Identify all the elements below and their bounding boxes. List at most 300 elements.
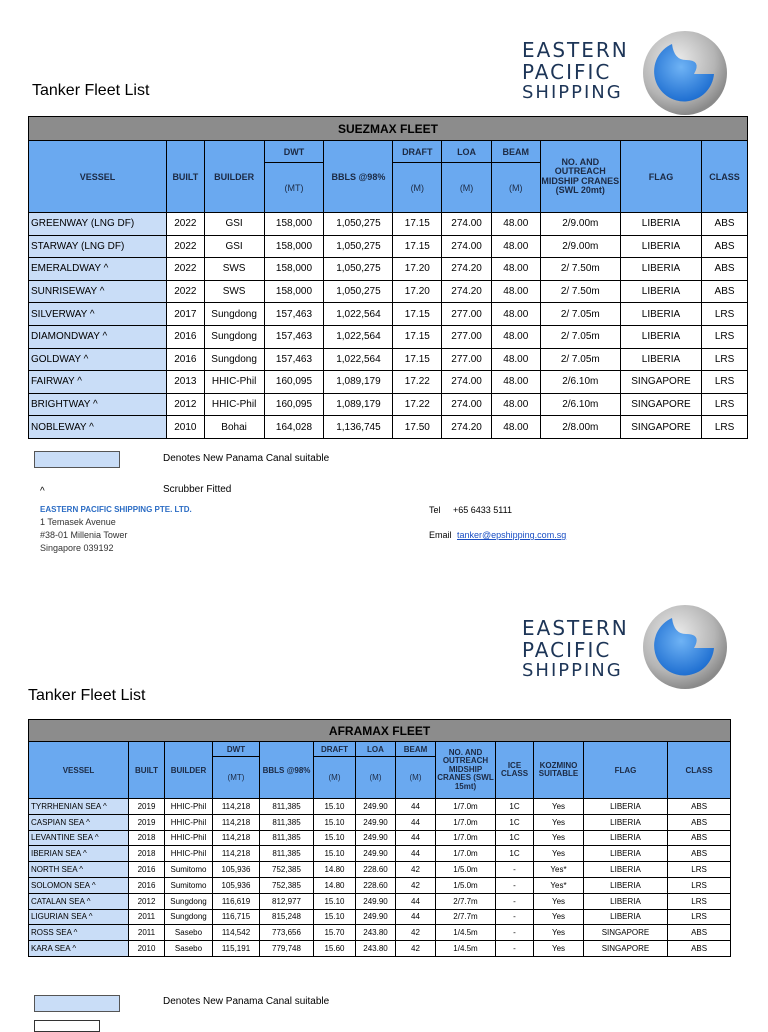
table-row bbox=[29, 799, 731, 815]
cell-class: ABS bbox=[702, 258, 748, 281]
cell-vessel: TYRRHENIAN SEA ^ bbox=[29, 799, 129, 815]
col-beam: BEAM bbox=[396, 742, 436, 757]
cell-built: 2012 bbox=[129, 893, 165, 909]
cell-beam: 48.00 bbox=[491, 371, 540, 394]
logo-line-2: PACIFIC bbox=[522, 60, 612, 84]
col-dwt: DWT bbox=[213, 742, 260, 757]
cell-loa: 274.00 bbox=[442, 235, 492, 258]
cell-loa: 274.20 bbox=[442, 280, 492, 303]
cell-cranes: 2/7.7m bbox=[436, 909, 496, 925]
cell-dwt: 114,218 bbox=[213, 846, 260, 862]
table-row bbox=[29, 280, 748, 303]
cell-bbls: 1,050,275 bbox=[324, 280, 393, 303]
cell-builder: HHIC-Phil bbox=[204, 393, 264, 416]
cell-bbls: 811,385 bbox=[260, 830, 314, 846]
col-builder: BUILDER bbox=[204, 141, 264, 213]
cell-vessel: LEVANTINE SEA ^ bbox=[29, 830, 129, 846]
logo-line-3: SHIPPING bbox=[522, 660, 623, 681]
cell-built: 2022 bbox=[167, 213, 205, 236]
cell-built: 2018 bbox=[129, 830, 165, 846]
cell-class: LRS bbox=[702, 393, 748, 416]
cell-draft: 15.60 bbox=[314, 941, 356, 957]
cell-vessel: SILVERWAY ^ bbox=[29, 303, 167, 326]
cell-kozmino: Yes* bbox=[534, 862, 584, 878]
cell-beam: 48.00 bbox=[491, 258, 540, 281]
cell-built: 2010 bbox=[167, 416, 205, 439]
cell-draft: 17.22 bbox=[393, 393, 442, 416]
aframax-band: AFRAMAX FLEET bbox=[29, 720, 731, 742]
cell-kozmino: Yes bbox=[534, 909, 584, 925]
cell-vessel: CASPIAN SEA ^ bbox=[29, 814, 129, 830]
cell-flag: LIBERIA bbox=[620, 235, 701, 258]
col-loa: LOA bbox=[442, 141, 492, 163]
table-row bbox=[29, 941, 731, 957]
cell-cranes: 1/7.0m bbox=[436, 830, 496, 846]
cell-vessel: ROSS SEA ^ bbox=[29, 925, 129, 941]
cell-ice: - bbox=[496, 862, 534, 878]
cell-cranes: 2/ 7.05m bbox=[540, 303, 620, 326]
cell-flag: LIBERIA bbox=[584, 846, 668, 862]
cell-beam: 48.00 bbox=[491, 393, 540, 416]
cell-loa: 249.90 bbox=[356, 799, 396, 815]
cell-vessel: LIGURIAN SEA ^ bbox=[29, 909, 129, 925]
cell-dwt: 114,218 bbox=[213, 799, 260, 815]
table-row bbox=[29, 348, 748, 371]
cell-built: 2022 bbox=[167, 235, 205, 258]
cell-dwt: 116,619 bbox=[213, 893, 260, 909]
table-row bbox=[29, 877, 731, 893]
cell-draft: 17.15 bbox=[393, 213, 442, 236]
cell-loa: 243.80 bbox=[356, 925, 396, 941]
cell-class: LRS bbox=[702, 303, 748, 326]
cell-kozmino: Yes bbox=[534, 846, 584, 862]
col-dwt: DWT bbox=[264, 141, 324, 163]
cell-flag: SINGAPORE bbox=[620, 371, 701, 394]
cell-flag: SINGAPORE bbox=[620, 393, 701, 416]
cell-vessel: IBERIAN SEA ^ bbox=[29, 846, 129, 862]
cell-cranes: 2/9.00m bbox=[540, 235, 620, 258]
cell-bbls: 773,656 bbox=[260, 925, 314, 941]
cell-dwt: 160,095 bbox=[264, 393, 324, 416]
table-row bbox=[29, 814, 731, 830]
cell-cranes: 1/4.5m bbox=[436, 941, 496, 957]
cell-loa: 274.00 bbox=[442, 393, 492, 416]
cell-vessel: GREENWAY (LNG DF) bbox=[29, 213, 167, 236]
cell-kozmino: Yes bbox=[534, 941, 584, 957]
col-cranes: NO. AND OUTREACH MIDSHIP CRANES (SWL 20mt) bbox=[540, 141, 620, 213]
cell-ice: - bbox=[496, 909, 534, 925]
col-cranes: NO. AND OUTREACH MIDSHIP CRANES (SWL 15mt) bbox=[436, 742, 496, 799]
cell-dwt: 114,218 bbox=[213, 814, 260, 830]
cell-flag: LIBERIA bbox=[584, 862, 668, 878]
cell-loa: 277.00 bbox=[442, 303, 492, 326]
cell-beam: 48.00 bbox=[491, 235, 540, 258]
cell-flag: LIBERIA bbox=[620, 325, 701, 348]
cell-dwt: 158,000 bbox=[264, 280, 324, 303]
cell-cranes: 2/6.10m bbox=[540, 393, 620, 416]
col-bbls: BBLS @98% bbox=[260, 742, 314, 799]
cell-builder: Sungdong bbox=[165, 893, 213, 909]
cell-beam: 42 bbox=[396, 941, 436, 957]
col-draft: DRAFT bbox=[393, 141, 442, 163]
cell-built: 2010 bbox=[129, 941, 165, 957]
cell-kozmino: Yes bbox=[534, 925, 584, 941]
cell-flag: SINGAPORE bbox=[620, 416, 701, 439]
cell-builder: HHIC-Phil bbox=[204, 371, 264, 394]
cell-draft: 15.10 bbox=[314, 893, 356, 909]
cell-builder: Sungdong bbox=[204, 303, 264, 326]
col-kozmino: KOZMINO SUITABLE bbox=[534, 742, 584, 799]
cell-built: 2016 bbox=[167, 348, 205, 371]
cell-beam: 42 bbox=[396, 862, 436, 878]
cell-bbls: 811,385 bbox=[260, 814, 314, 830]
cell-bbls: 752,385 bbox=[260, 862, 314, 878]
cell-draft: 15.10 bbox=[314, 814, 356, 830]
cell-built: 2016 bbox=[129, 877, 165, 893]
cell-beam: 42 bbox=[396, 877, 436, 893]
cell-built: 2011 bbox=[129, 909, 165, 925]
unit-draft: (M) bbox=[314, 757, 356, 799]
cell-built: 2022 bbox=[167, 280, 205, 303]
contact-email-link[interactable]: tanker@epshipping.com.sg bbox=[457, 530, 567, 540]
cell-loa: 274.20 bbox=[442, 258, 492, 281]
cell-beam: 48.00 bbox=[491, 213, 540, 236]
cell-vessel: GOLDWAY ^ bbox=[29, 348, 167, 371]
unit-dwt: (MT) bbox=[264, 163, 324, 213]
cell-flag: SINGAPORE bbox=[584, 925, 668, 941]
cell-beam: 44 bbox=[396, 846, 436, 862]
cell-bbls: 1,050,275 bbox=[324, 213, 393, 236]
cell-bbls: 752,385 bbox=[260, 877, 314, 893]
unit-beam: (M) bbox=[491, 163, 540, 213]
cell-dwt: 160,095 bbox=[264, 371, 324, 394]
cell-vessel: SOLOMON SEA ^ bbox=[29, 877, 129, 893]
cell-builder: SWS bbox=[204, 258, 264, 281]
cell-loa: 249.90 bbox=[356, 830, 396, 846]
legend-panama-swatch-2 bbox=[34, 995, 120, 1012]
cell-builder: HHIC-Phil bbox=[165, 830, 213, 846]
cell-dwt: 164,028 bbox=[264, 416, 324, 439]
cell-loa: 249.90 bbox=[356, 814, 396, 830]
cell-flag: LIBERIA bbox=[620, 280, 701, 303]
unit-dwt: (MT) bbox=[213, 757, 260, 799]
cell-class: ABS bbox=[668, 846, 731, 862]
cell-loa: 277.00 bbox=[442, 325, 492, 348]
cell-vessel: NOBLEWAY ^ bbox=[29, 416, 167, 439]
cell-class: ABS bbox=[668, 814, 731, 830]
cell-kozmino: Yes bbox=[534, 830, 584, 846]
logo-line-1: EASTERN bbox=[522, 616, 629, 640]
legend-scrubber-swatch-2 bbox=[34, 1020, 100, 1032]
cell-builder: Sungdong bbox=[204, 325, 264, 348]
cell-beam: 48.00 bbox=[491, 348, 540, 371]
cell-flag: LIBERIA bbox=[584, 893, 668, 909]
cell-draft: 17.15 bbox=[393, 235, 442, 258]
cell-bbls: 815,248 bbox=[260, 909, 314, 925]
cell-builder: HHIC-Phil bbox=[165, 846, 213, 862]
cell-flag: LIBERIA bbox=[584, 877, 668, 893]
cell-dwt: 158,000 bbox=[264, 213, 324, 236]
unit-loa: (M) bbox=[356, 757, 396, 799]
cell-vessel: DIAMONDWAY ^ bbox=[29, 325, 167, 348]
cell-dwt: 158,000 bbox=[264, 235, 324, 258]
cell-bbls: 811,385 bbox=[260, 846, 314, 862]
table-row bbox=[29, 862, 731, 878]
cell-class: LRS bbox=[702, 325, 748, 348]
cell-dwt: 116,715 bbox=[213, 909, 260, 925]
cell-cranes: 2/ 7.05m bbox=[540, 325, 620, 348]
table-row bbox=[29, 893, 731, 909]
cell-built: 2016 bbox=[129, 862, 165, 878]
cell-cranes: 1/5.0m bbox=[436, 862, 496, 878]
cell-builder: SWS bbox=[204, 280, 264, 303]
cell-loa: 249.90 bbox=[356, 893, 396, 909]
table-row bbox=[29, 925, 731, 941]
cell-class: LRS bbox=[668, 862, 731, 878]
cell-cranes: 2/ 7.50m bbox=[540, 258, 620, 281]
cell-draft: 17.15 bbox=[393, 348, 442, 371]
page-title-2: Tanker Fleet List bbox=[28, 687, 146, 704]
cell-class: ABS bbox=[668, 830, 731, 846]
cell-cranes: 2/9.00m bbox=[540, 213, 620, 236]
legend-panama-text-2: Denotes New Panama Canal suitable bbox=[163, 996, 330, 1007]
cell-class: ABS bbox=[668, 925, 731, 941]
col-draft: DRAFT bbox=[314, 742, 356, 757]
cell-vessel: SUNRISEWAY ^ bbox=[29, 280, 167, 303]
table-row bbox=[29, 258, 748, 281]
cell-dwt: 105,936 bbox=[213, 862, 260, 878]
cell-built: 2017 bbox=[167, 303, 205, 326]
cell-cranes: 2/8.00m bbox=[540, 416, 620, 439]
table-row bbox=[29, 909, 731, 925]
table-row bbox=[29, 416, 748, 439]
cell-kozmino: Yes bbox=[534, 893, 584, 909]
cell-bbls: 1,050,275 bbox=[324, 258, 393, 281]
cell-class: LRS bbox=[702, 416, 748, 439]
table-row bbox=[29, 325, 748, 348]
col-builder: BUILDER bbox=[165, 742, 213, 799]
cell-loa: 228.60 bbox=[356, 877, 396, 893]
cell-flag: LIBERIA bbox=[584, 799, 668, 815]
cell-draft: 17.15 bbox=[393, 303, 442, 326]
cell-dwt: 157,463 bbox=[264, 348, 324, 371]
col-vessel: VESSEL bbox=[29, 141, 167, 213]
cell-cranes: 2/ 7.05m bbox=[540, 348, 620, 371]
cell-flag: LIBERIA bbox=[584, 830, 668, 846]
col-vessel: VESSEL bbox=[29, 742, 129, 799]
cell-bbls: 1,022,564 bbox=[324, 348, 393, 371]
cell-flag: SINGAPORE bbox=[584, 941, 668, 957]
cell-dwt: 157,463 bbox=[264, 303, 324, 326]
page-title-1: Tanker Fleet List bbox=[32, 82, 150, 99]
cell-dwt: 114,542 bbox=[213, 925, 260, 941]
cell-draft: 17.20 bbox=[393, 280, 442, 303]
cell-class: LRS bbox=[668, 877, 731, 893]
col-bbls: BBLS @98% bbox=[324, 141, 393, 213]
cell-cranes: 2/ 7.50m bbox=[540, 280, 620, 303]
cell-bbls: 1,089,179 bbox=[324, 371, 393, 394]
cell-ice: 1C bbox=[496, 799, 534, 815]
cell-built: 2022 bbox=[167, 258, 205, 281]
col-flag: FLAG bbox=[584, 742, 668, 799]
cell-ice: - bbox=[496, 893, 534, 909]
cell-draft: 17.20 bbox=[393, 258, 442, 281]
cell-class: LRS bbox=[702, 371, 748, 394]
col-built: BUILT bbox=[167, 141, 205, 213]
cell-cranes: 2/7.7m bbox=[436, 893, 496, 909]
cell-flag: LIBERIA bbox=[584, 814, 668, 830]
col-flag: FLAG bbox=[620, 141, 701, 213]
aframax-table bbox=[28, 719, 731, 957]
contact-address-2: #38-01 Millenia Tower bbox=[40, 530, 128, 540]
cell-built: 2011 bbox=[129, 925, 165, 941]
col-loa: LOA bbox=[356, 742, 396, 757]
suezmax-table bbox=[28, 116, 748, 439]
cell-built: 2016 bbox=[167, 325, 205, 348]
cell-vessel: NORTH SEA ^ bbox=[29, 862, 129, 878]
cell-ice: - bbox=[496, 941, 534, 957]
cell-kozmino: Yes* bbox=[534, 877, 584, 893]
cell-vessel: CATALAN SEA ^ bbox=[29, 893, 129, 909]
logo-line-1: EASTERN bbox=[522, 38, 629, 62]
cell-cranes: 2/6.10m bbox=[540, 371, 620, 394]
cell-built: 2019 bbox=[129, 814, 165, 830]
cell-vessel: BRIGHTWAY ^ bbox=[29, 393, 167, 416]
col-built: BUILT bbox=[129, 742, 165, 799]
cell-builder: Sasebo bbox=[165, 925, 213, 941]
cell-builder: Sungdong bbox=[204, 348, 264, 371]
table-row bbox=[29, 235, 748, 258]
cell-dwt: 114,218 bbox=[213, 830, 260, 846]
col-ice-class: ICE CLASS bbox=[496, 742, 534, 799]
cell-beam: 44 bbox=[396, 893, 436, 909]
cell-class: ABS bbox=[702, 235, 748, 258]
legend-scrubber-text: Scrubber Fitted bbox=[163, 484, 232, 495]
cell-beam: 42 bbox=[396, 925, 436, 941]
logo-emblem-icon bbox=[642, 604, 728, 690]
col-class: CLASS bbox=[702, 141, 748, 213]
logo-top bbox=[520, 30, 730, 110]
cell-builder: Sumitomo bbox=[165, 877, 213, 893]
table-row bbox=[29, 830, 731, 846]
cell-builder: Sasebo bbox=[165, 941, 213, 957]
cell-draft: 14.80 bbox=[314, 877, 356, 893]
logo-line-3: SHIPPING bbox=[522, 82, 623, 103]
logo-line-2: PACIFIC bbox=[522, 638, 612, 662]
cell-draft: 17.15 bbox=[393, 325, 442, 348]
cell-class: LRS bbox=[702, 348, 748, 371]
col-beam: BEAM bbox=[491, 141, 540, 163]
contact-tel: +65 6433 5111 bbox=[453, 505, 512, 515]
legend-caret: ^ bbox=[40, 486, 45, 497]
cell-builder: GSI bbox=[204, 213, 264, 236]
cell-draft: 17.22 bbox=[393, 371, 442, 394]
cell-class: ABS bbox=[702, 213, 748, 236]
cell-loa: 243.80 bbox=[356, 941, 396, 957]
logo-bottom bbox=[520, 604, 730, 690]
table-row bbox=[29, 393, 748, 416]
cell-built: 2019 bbox=[129, 799, 165, 815]
cell-beam: 44 bbox=[396, 909, 436, 925]
cell-ice: 1C bbox=[496, 814, 534, 830]
table-row bbox=[29, 371, 748, 394]
suezmax-band: SUEZMAX FLEET bbox=[29, 117, 748, 141]
cell-beam: 48.00 bbox=[491, 303, 540, 326]
cell-flag: LIBERIA bbox=[584, 909, 668, 925]
unit-beam: (M) bbox=[396, 757, 436, 799]
cell-loa: 228.60 bbox=[356, 862, 396, 878]
table-row bbox=[29, 303, 748, 326]
table-row bbox=[29, 846, 731, 862]
col-class: CLASS bbox=[668, 742, 731, 799]
cell-dwt: 158,000 bbox=[264, 258, 324, 281]
cell-beam: 44 bbox=[396, 830, 436, 846]
cell-dwt: 157,463 bbox=[264, 325, 324, 348]
cell-flag: LIBERIA bbox=[620, 213, 701, 236]
cell-draft: 14.80 bbox=[314, 862, 356, 878]
cell-class: LRS bbox=[668, 893, 731, 909]
cell-loa: 274.00 bbox=[442, 213, 492, 236]
cell-draft: 17.50 bbox=[393, 416, 442, 439]
cell-beam: 44 bbox=[396, 814, 436, 830]
cell-bbls: 1,022,564 bbox=[324, 303, 393, 326]
cell-builder: HHIC-Phil bbox=[165, 799, 213, 815]
cell-builder: Sungdong bbox=[165, 909, 213, 925]
contact-email-label: Email bbox=[429, 530, 452, 540]
cell-flag: LIBERIA bbox=[620, 348, 701, 371]
contact-company: EASTERN PACIFIC SHIPPING PTE. LTD. bbox=[40, 505, 192, 514]
contact-address-3: Singapore 039192 bbox=[40, 543, 114, 553]
cell-beam: 48.00 bbox=[491, 325, 540, 348]
cell-loa: 277.00 bbox=[442, 348, 492, 371]
cell-builder: Sumitomo bbox=[165, 862, 213, 878]
contact-tel-label: Tel bbox=[429, 505, 441, 515]
cell-loa: 249.90 bbox=[356, 909, 396, 925]
cell-bbls: 1,022,564 bbox=[324, 325, 393, 348]
cell-vessel: EMERALDWAY ^ bbox=[29, 258, 167, 281]
cell-bbls: 811,385 bbox=[260, 799, 314, 815]
cell-beam: 48.00 bbox=[491, 280, 540, 303]
cell-ice: 1C bbox=[496, 830, 534, 846]
cell-loa: 249.90 bbox=[356, 846, 396, 862]
cell-class: ABS bbox=[668, 941, 731, 957]
cell-bbls: 1,050,275 bbox=[324, 235, 393, 258]
cell-ice: - bbox=[496, 877, 534, 893]
cell-kozmino: Yes bbox=[534, 814, 584, 830]
table-row bbox=[29, 213, 748, 236]
cell-flag: LIBERIA bbox=[620, 258, 701, 281]
cell-beam: 48.00 bbox=[491, 416, 540, 439]
unit-draft: (M) bbox=[393, 163, 442, 213]
cell-bbls: 812,977 bbox=[260, 893, 314, 909]
cell-built: 2018 bbox=[129, 846, 165, 862]
cell-kozmino: Yes bbox=[534, 799, 584, 815]
contact-address-1: 1 Temasek Avenue bbox=[40, 517, 116, 527]
cell-built: 2013 bbox=[167, 371, 205, 394]
cell-cranes: 1/7.0m bbox=[436, 799, 496, 815]
cell-bbls: 1,136,745 bbox=[324, 416, 393, 439]
cell-cranes: 1/5.0m bbox=[436, 877, 496, 893]
cell-draft: 15.10 bbox=[314, 846, 356, 862]
legend-panama-text: Denotes New Panama Canal suitable bbox=[163, 453, 330, 464]
cell-cranes: 1/4.5m bbox=[436, 925, 496, 941]
cell-class: ABS bbox=[668, 799, 731, 815]
legend-panama-swatch bbox=[34, 451, 120, 468]
cell-vessel: FAIRWAY ^ bbox=[29, 371, 167, 394]
cell-loa: 274.00 bbox=[442, 371, 492, 394]
cell-class: ABS bbox=[702, 280, 748, 303]
cell-vessel: KARA SEA ^ bbox=[29, 941, 129, 957]
